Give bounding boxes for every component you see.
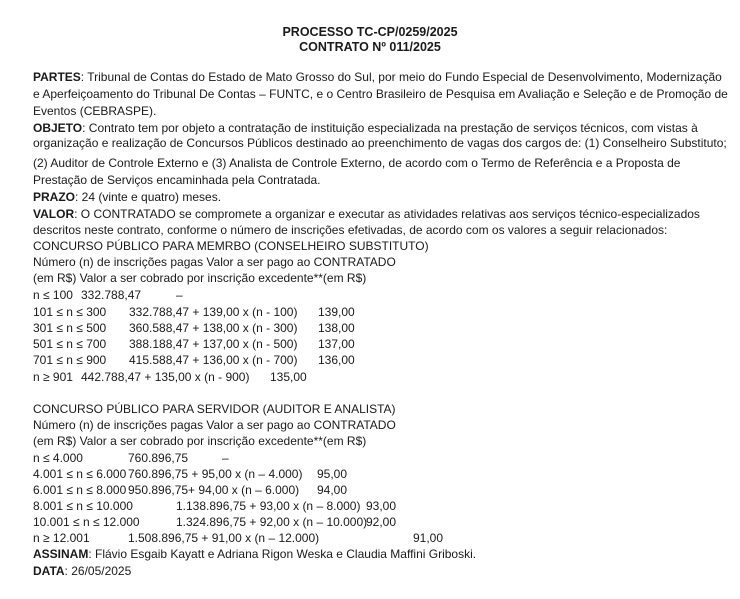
table1-header-1: Número (n) de inscrições pagas Valor a ser pago ao CONTRATADO (33, 255, 396, 269)
partes-label: PARTES (33, 70, 81, 84)
table2-row-6-range: n ≥ 12.001 (33, 531, 90, 545)
table1-row-5-formula: 415.588,47 + 136,00 x (n - 700) (129, 353, 298, 367)
assinam-text: : Flávio Esgaib Kayatt e Adriana Rigon Weska e Claudia Maffini Griboski. (88, 547, 477, 561)
table1-row-1-formula: 332.788,47 (81, 288, 142, 302)
table2-row-2-range: 4.001 ≤ n ≤ 6.000 (33, 467, 127, 481)
data-label: DATA (33, 564, 65, 578)
valor-label: VALOR (33, 207, 75, 221)
table1-row-2-excess: 139,00 (318, 305, 355, 319)
table2-row-5-formula: 1.324.896,75 + 92,00 x (n – 10.000) (176, 515, 368, 529)
table2-row-3-excess: 94,00 (317, 483, 348, 497)
table1-row-4-range: 501 ≤ n ≤ 700 (33, 337, 107, 351)
objeto-line-1 (33, 121, 698, 136)
table1-row-5-excess: 136,00 (318, 353, 355, 367)
table2-row-4-formula: 1.138.896,75 + 93,00 x (n – 8.000) (176, 499, 361, 513)
prazo-text: : 24 (vinte e quatro) meses. (75, 190, 222, 204)
table2-row-4-range: 8.001 ≤ n ≤ 10.000 (33, 499, 133, 513)
table2-row-4-excess: 93,00 (366, 499, 397, 513)
data-line (33, 564, 131, 579)
table2-row-5-excess: 92,00 (366, 515, 397, 529)
process-number: PROCESSO TC-CP/0259/2025 (282, 25, 458, 39)
table1-row-2-range: 101 ≤ n ≤ 300 (33, 305, 107, 319)
table2-header-2: (em R$) Valor a ser cobrado por inscrição excedente**(em R$) (33, 434, 367, 448)
table1-row-5-range: 701 ≤ n ≤ 900 (33, 353, 107, 367)
table2-row-1-formula: 760.896,75 (128, 451, 189, 465)
table2-row-1-excess: – (222, 451, 229, 465)
objeto-line-2: organização e realização de Concursos Públicos destinado ao preenchimento de vagas dos cargos de: (1) Conselheiro Substituto; (33, 136, 727, 150)
table1-row-6-formula: 442.788,47 + 135,00 x (n - 900) (81, 370, 250, 384)
data-text: : 26/05/2025 (64, 564, 132, 578)
table2-row-3-formula: 950.896,75+ 94,00 x (n – 6.000) (128, 483, 300, 497)
table1-row-3-excess: 138,00 (318, 321, 355, 335)
table2-row-1-range: n ≤ 4.000 (33, 451, 83, 465)
table2-row-5-range: 10.001 ≤ n ≤ 12.000 (33, 515, 140, 529)
table2-row-2-formula: 760.896,75 + 95,00 x (n – 4.000) (128, 467, 303, 481)
partes-text-1: : Tribunal de Contas do Estado de Mato Grosso do Sul, por meio do Fundo Especial de Desenvolvimento, Modernização (80, 70, 722, 84)
table1-row-3-range: 301 ≤ n ≤ 500 (33, 321, 107, 335)
partes-line-2: e Aperfeiçoamento do Tribunal De Contas – FUNTC, e o Centro Brasileiro de Pesquisa em Avaliação e Seleção e de Promoção de (33, 87, 728, 101)
contract-number: CONTRATO Nº 011/2025 (299, 40, 441, 54)
table2-row-3-range: 6.001 ≤ n ≤ 8.000 (33, 483, 127, 497)
table1-row-4-excess: 137,00 (318, 337, 355, 351)
table2-header-1: Número (n) de inscrições pagas Valor a ser pago ao CONTRATADO (33, 418, 396, 432)
table1-row-1-excess: – (176, 288, 183, 302)
objeto-label: OBJETO (33, 121, 83, 135)
prazo-line (33, 190, 221, 205)
table1-row-4-formula: 388.188,47 + 137,00 x (n - 500) (129, 337, 298, 351)
objeto-line-4: Prestação de Serviços encaminhada pela Contratada. (33, 173, 321, 187)
valor-line-2: descritos neste contrato, conforme o número de inscrições efetivadas, de acordo com os valores a seguir relacionados: (33, 223, 668, 237)
table2-title: CONCURSO PÚBLICO PARA SERVIDOR (AUDITOR E ANALISTA) (33, 402, 396, 416)
valor-line-1 (33, 207, 700, 222)
partes-line-1 (33, 70, 722, 85)
table2-row-6-excess: 91,00 (413, 531, 444, 545)
objeto-line-3: (2) Auditor de Controle Externo e (3) Analista de Controle Externo, de acordo com o Termo de Referência e a Proposta de (33, 156, 681, 170)
table1-row-6-range: n ≥ 901 (33, 370, 73, 384)
table1-title: CONCURSO PÚBLICO PARA MEMRBO (CONSELHEIRO SUBSTITUTO) (33, 239, 429, 253)
table1-row-2-formula: 332.788,47 + 139,00 x (n - 100) (129, 305, 298, 319)
objeto-text-1: : Contrato tem por objeto a contratação de instituição especializada na prestação de serviços técnicos, com vistas à (82, 121, 698, 135)
table1-row-3-formula: 360.588,47 + 138,00 x (n - 300) (129, 321, 298, 335)
table1-header-2: (em R$) Valor a ser cobrado por inscrição excedente**(em R$) (33, 271, 367, 285)
prazo-label: PRAZO (33, 190, 75, 204)
assinam-line (33, 547, 476, 562)
assinam-label: ASSINAM (33, 547, 89, 561)
table1-row-1-range: n ≤ 100 (33, 288, 73, 302)
valor-text-1: : O CONTRATADO se compromete a organizar e executar as atividades relativas aos serviços técnico-especializados (74, 207, 700, 221)
partes-line-3: Eventos (CEBRASPE). (33, 104, 157, 118)
table1-row-6-excess: 135,00 (270, 370, 307, 384)
table2-row-6-formula: 1.508.896,75 + 91,00 x (n – 12.000) (128, 531, 320, 545)
table2-row-2-excess: 95,00 (317, 467, 348, 481)
